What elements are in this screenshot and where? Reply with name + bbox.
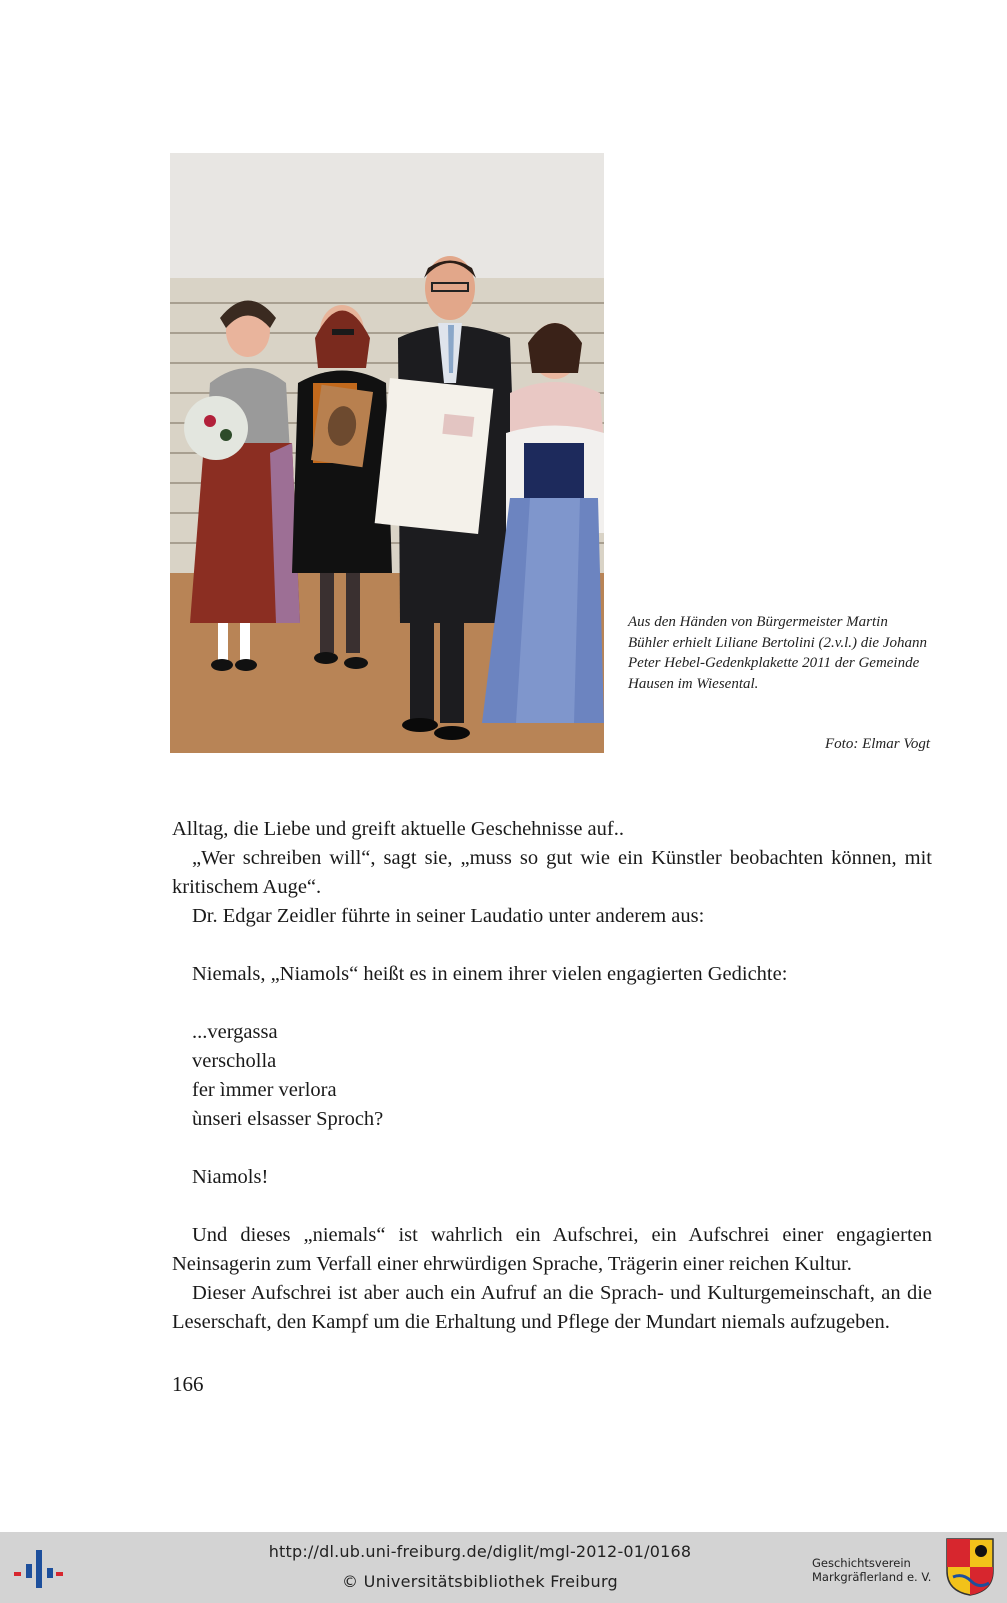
photo-caption: Aus den Händen von Bürgermeister Martin Bühler erhielt Liliane Bertolini (2.v.l.) die Johann Peter Hebel-Gedenkplakette 2011 der Gemeinde Hausen im Wiesental. bbox=[628, 614, 927, 692]
footer-url-link[interactable]: http://dl.ub.uni-freiburg.de/diglit/mgl-2012-01/0168 bbox=[268, 1542, 692, 1561]
poem-line: fer ìmmer verlora bbox=[192, 1079, 337, 1101]
article-body bbox=[172, 815, 932, 1337]
poem-line: ùnseri elsasser Sproch? bbox=[192, 1108, 384, 1130]
poem-excerpt bbox=[172, 1018, 932, 1134]
paragraph-2: „Wer schreiben will“, sagt sie, „muss so gut wie ein Künstler beobachten können, mit kritischem Auge“. bbox=[172, 847, 932, 898]
coat-of-arms-icon bbox=[945, 1537, 995, 1597]
publisher-line-2: Markgräflerland e. V. bbox=[812, 1570, 932, 1584]
publisher-line-1: Geschichtsverein bbox=[812, 1556, 911, 1570]
poem-line: verscholla bbox=[192, 1050, 277, 1072]
paragraph-5: Niamols! bbox=[192, 1166, 269, 1188]
page-number: 166 bbox=[172, 1372, 204, 1396]
ub-freiburg-logo-icon bbox=[12, 1546, 64, 1590]
photo-illustration bbox=[170, 153, 604, 753]
poem-line: ...vergassa bbox=[192, 1021, 278, 1043]
paragraph-7: Dieser Aufschrei ist aber auch ein Aufruf an die Sprach- und Kulturgemeinschaft, an die Leserschaft, den Kampf um die Erhaltung und Pflege der Mundart niemals aufzugeben. bbox=[172, 1282, 932, 1333]
photo-credit: Foto: Elmar Vogt bbox=[825, 736, 930, 752]
footer-bar bbox=[0, 1532, 1007, 1603]
paragraph-4: Niemals, „Niamols“ heißt es in einem ihrer vielen engagierten Gedichte: bbox=[192, 963, 788, 985]
paragraph-1: Alltag, die Liebe und greift aktuelle Geschehnisse auf.. bbox=[172, 818, 624, 840]
award-photo bbox=[170, 153, 604, 753]
publisher-name bbox=[812, 1556, 931, 1584]
footer-copyright: © Universitätsbibliothek Freiburg bbox=[342, 1572, 618, 1591]
paragraph-3: Dr. Edgar Zeidler führte in seiner Laudatio unter anderem aus: bbox=[192, 905, 705, 927]
paragraph-6: Und dieses „niemals“ ist wahrlich ein Aufschrei, ein Aufschrei einer engagierten Neinsagerin zum Verfall einer ehrwürdigen Sprache, Trägerin einer reichen Kultur. bbox=[172, 1224, 932, 1275]
